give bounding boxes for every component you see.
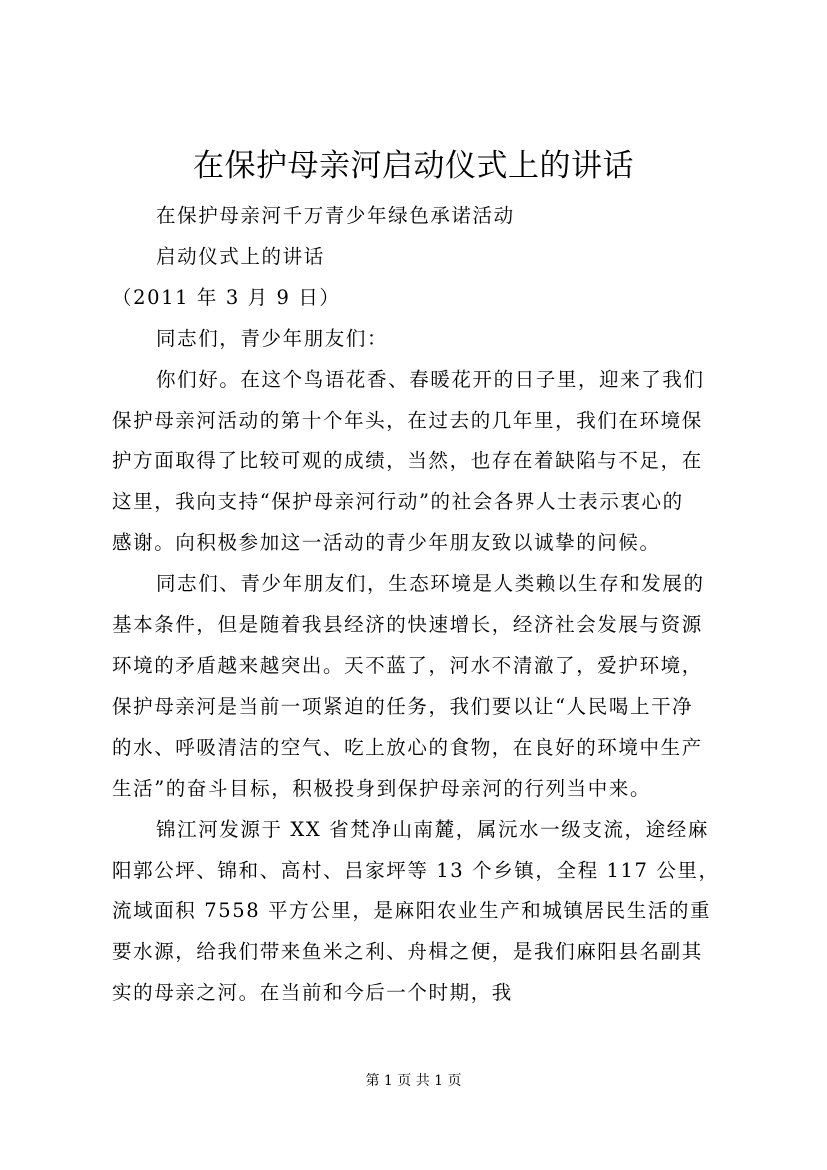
text-line: 你们好。在这个鸟语花香、春暖花开的日子里，迎来了我们: [156, 367, 705, 391]
text-line: 环境的矛盾越来越突出。天不蓝了，河水不清澈了，爱护环境，: [112, 653, 703, 677]
text-line: 感谢。向积极参加这一活动的青少年朋友致以诚挚的问候。: [112, 531, 661, 555]
text-line: （2011 年 3 月 9 日）: [112, 285, 341, 309]
text-line: 流域面积 7558 平方公里，是麻阳农业生产和城镇居民生活的重: [112, 899, 712, 923]
text-line: 锦江河发源于 XX 省梵净山南麓，属沅水一级支流，途经麻: [156, 817, 709, 841]
text-line: 要水源，给我们带来鱼米之利、舟楫之便，是我们麻阳县名副其: [112, 940, 703, 964]
page-footer: 第 1 页 共 1 页: [365, 1073, 462, 1089]
document-title: 在保护母亲河启动仪式上的讲话: [193, 148, 634, 184]
text-line: 在保护母亲河千万青少年绿色承诺活动: [156, 204, 515, 227]
text-line: 同志们，青少年朋友们：: [156, 326, 389, 350]
text-line: 护方面取得了比较可观的成绩，当然，也存在着缺陷与不足，在: [112, 449, 703, 473]
text-line: 生活”的奋斗目标，积极投身到保护母亲河的行列当中来。: [112, 776, 652, 800]
text-line: 的水、呼吸清洁的空气、吃上放心的食物，在良好的环境中生产: [112, 735, 703, 759]
text-line: 启动仪式上的讲话: [156, 244, 325, 268]
text-line: 保护母亲河是当前一项紧迫的任务，我们要以让“人民喝上干净: [112, 694, 694, 718]
document-body: [112, 196, 742, 1014]
text-line: 这里，我向支持“保护母亲河行动”的社会各界人士表示衷心的: [112, 490, 684, 514]
text-line: 同志们、青少年朋友们，生态环境是人类赖以生存和发展的: [156, 572, 705, 596]
text-line: 基本条件，但是随着我县经济的快速增长，经济社会发展与资源: [112, 613, 703, 637]
text-line: 实的母亲之河。在当前和今后一个时期，我: [112, 981, 513, 1005]
text-line: 阳郭公坪、锦和、高村、吕家坪等 13 个乡镇，全程 117 公里，: [112, 858, 720, 882]
text-line: 保护母亲河活动的第十个年头，在过去的几年里，我们在环境保: [112, 408, 703, 432]
